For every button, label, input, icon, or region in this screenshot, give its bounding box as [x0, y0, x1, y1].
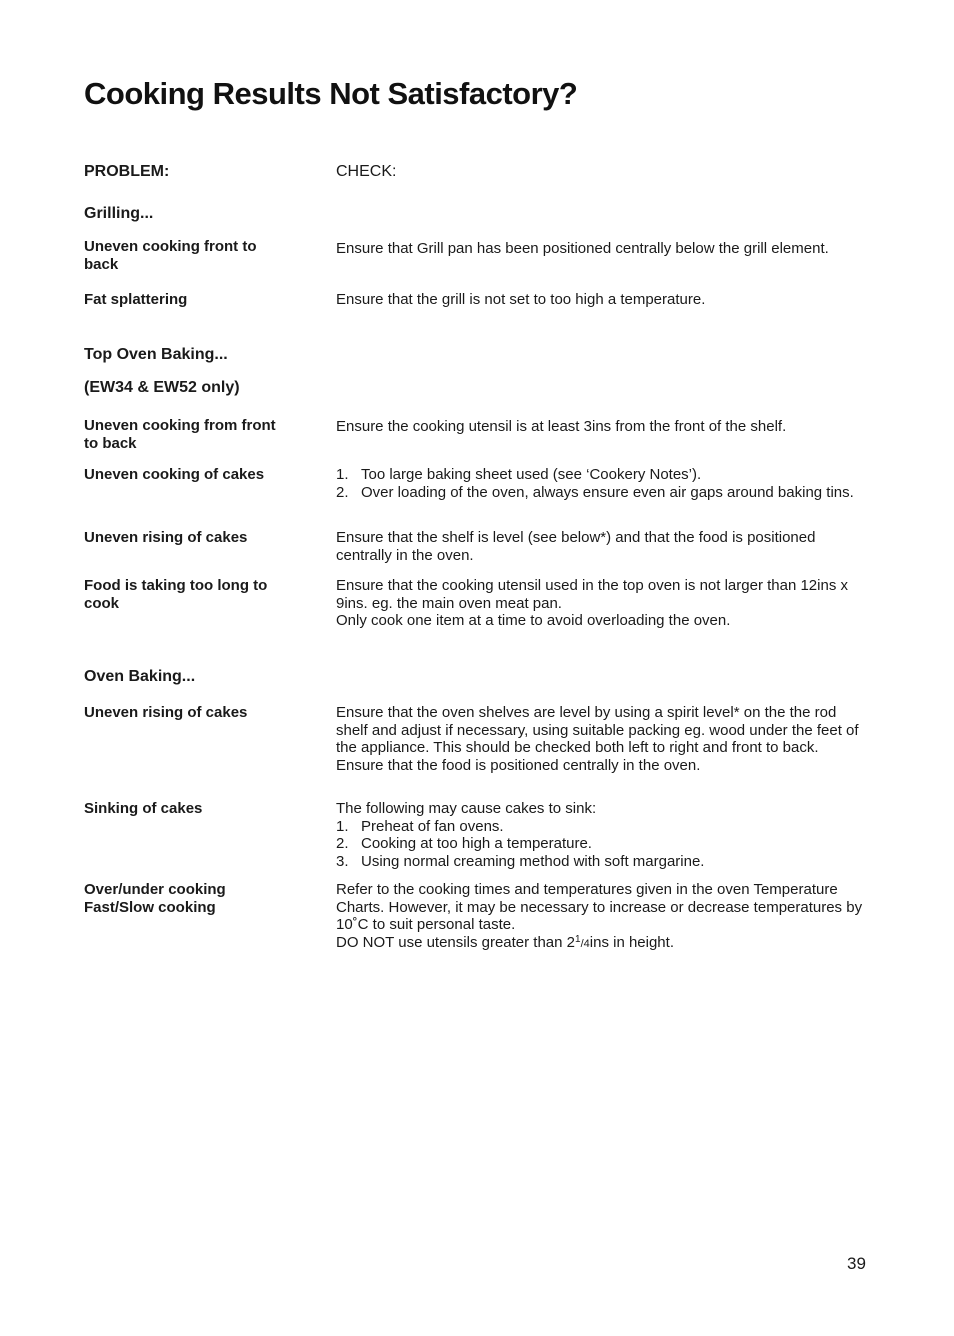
- check-text-fragment: DO NOT use utensils greater than 2: [336, 933, 576, 951]
- check-paragraph: The following may cause cakes to sink:: [336, 800, 597, 817]
- problem-label-line: Fast/Slow cooking: [84, 898, 216, 916]
- section-heading-grilling: Grilling...: [84, 205, 154, 222]
- problem-label: Fat splattering: [84, 291, 188, 308]
- check-paragraph: [336, 934, 866, 954]
- problem-column-header: PROBLEM:: [84, 163, 170, 180]
- list-text: Over loading of the oven, always ensure even air gaps around baking tins.: [361, 483, 854, 501]
- check-text: [336, 418, 866, 436]
- check-text: [336, 291, 866, 309]
- page-number: 39: [847, 1254, 866, 1273]
- problem-label-line: Over/under cooking: [84, 881, 226, 898]
- list-text: Preheat of fan ovens.: [361, 817, 504, 835]
- list-text: Cooking at too high a temperature.: [361, 835, 592, 852]
- page-title: Cooking Results Not Satisfactory?: [84, 76, 578, 111]
- check-paragraph: Only cook one item at a time to avoid overloading the oven.: [336, 612, 731, 629]
- problem-label: Food is taking too long to cook: [84, 577, 268, 612]
- list-item: [336, 466, 866, 484]
- list-item: [336, 835, 866, 853]
- check-text: [336, 881, 866, 953]
- check-paragraph: Ensure that the shelf is level (see below*) and that the food is positioned centrally in the oven.: [336, 529, 816, 564]
- section-heading-top-oven: Top Oven Baking...: [84, 346, 228, 363]
- fraction-denominator: /4: [580, 937, 590, 950]
- problem-label: Sinking of cakes: [84, 800, 203, 817]
- problem-label: Uneven rising of cakes: [84, 704, 248, 721]
- check-paragraph: Ensure the cooking utensil is at least 3ins from the front of the shelf.: [336, 418, 787, 435]
- check-text: [336, 529, 866, 564]
- list-item: [336, 853, 866, 871]
- check-paragraph: Ensure that the food is positioned centrally in the oven.: [336, 756, 701, 774]
- problem-label: Uneven cooking front to back: [84, 238, 257, 273]
- check-list: [336, 800, 866, 870]
- list-number: 1.: [336, 817, 349, 835]
- fraction-numerator: 1: [575, 933, 581, 945]
- list-number: 1.: [336, 466, 349, 483]
- problem-label: Uneven rising of cakes: [84, 529, 248, 546]
- check-text-fragment: ins in height.: [589, 933, 674, 951]
- problem-label: Uneven cooking from front to back: [84, 417, 276, 452]
- list-number: 2.: [336, 835, 349, 852]
- list-text: Too large baking sheet used (see ‘Cookery Notes’).: [361, 466, 702, 483]
- check-text: [336, 240, 866, 258]
- section-subheading-models: (EW34 & EW52 only): [84, 379, 240, 396]
- problem-label: [84, 881, 284, 916]
- section-heading-oven: Oven Baking...: [84, 668, 196, 685]
- list-number: 3.: [336, 852, 349, 870]
- list-text: Using normal creaming method with soft margarine.: [361, 852, 705, 870]
- check-text: [336, 577, 866, 630]
- check-column-header: CHECK:: [336, 163, 397, 180]
- problem-label: Uneven cooking of cakes: [84, 466, 265, 483]
- check-paragraph: Refer to the cooking times and temperatures given in the oven Temperature Charts. However, it may be necessary to increase or decrease temperatures by 10˚C to suit personal taste.: [336, 881, 863, 933]
- check-paragraph: Ensure that the cooking utensil used in the top oven is not larger than 12ins x 9ins. eg. the main oven meat pan.: [336, 577, 848, 612]
- check-paragraph: Ensure that the oven shelves are level by using a spirit level* on the the rod shelf and adjust if necessary, using suitable packing eg. wood under the feet of the appliance. This should be checked both left to right and front to back.: [336, 704, 859, 756]
- check-list: [336, 466, 866, 501]
- check-paragraph: Ensure that Grill pan has been positioned centrally below the grill element.: [336, 240, 829, 257]
- check-text: [336, 704, 866, 774]
- list-number: 2.: [336, 483, 349, 501]
- list-item: [336, 818, 866, 836]
- check-paragraph: Ensure that the grill is not set to too high a temperature.: [336, 291, 706, 308]
- list-item: [336, 484, 866, 502]
